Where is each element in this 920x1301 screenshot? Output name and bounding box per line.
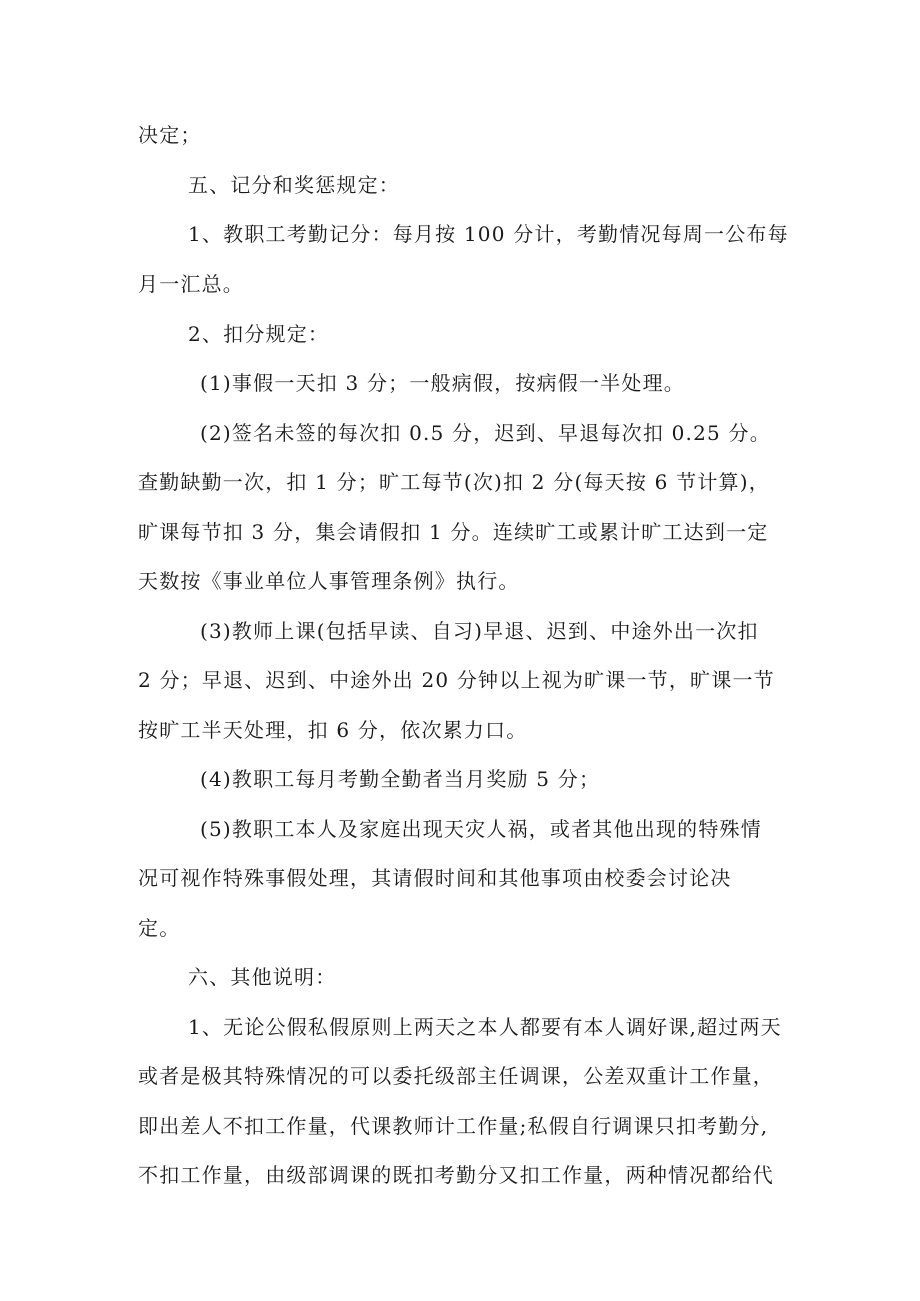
list-item: (5)教职工本人及家庭出现天灾人祸，或者其他出现的特殊情 [200, 817, 762, 841]
text-line: 1、无论公假私假原则上两天之本人都要有本人调好课,超过两天 [188, 1015, 782, 1039]
text-line: 旷课每节扣 3 分，集会请假扣 1 分。连续旷工或累计旷工达到一定 [138, 520, 769, 544]
text-line: 按旷工半天处理，扣 6 分，依次累力口。 [138, 718, 528, 742]
text-line: 定。 [138, 916, 181, 940]
section-heading: 六、其他说明： [188, 965, 337, 989]
list-item: (3)教师上课(包括早读、自习)早退、迟到、中途外出一次扣 [200, 619, 759, 643]
text-line: 查勤缺勤一次，扣 1 分；旷工每节(次)扣 2 分(每天按 6 节计算)， [138, 470, 770, 494]
subsection-heading: 2、扣分规定： [188, 322, 330, 346]
text-line: 2 分；早退、迟到、中途外出 20 分钟以上视为旷课一节，旷课一节 [138, 668, 775, 692]
text-line: 决定； [138, 123, 202, 147]
list-item: (1)事假一天扣 3 分；一般病假，按病假一半处理。 [200, 371, 685, 395]
list-item: (2)签名未签的每次扣 0.5 分，迟到、早退每次扣 0.25 分。 [200, 421, 771, 445]
text-line: 天数按《事业单位人事管理条例》执行。 [138, 569, 520, 593]
text-line: 1、教职工考勤记分：每月按 100 分计，考勤情况每周一公布每 [188, 222, 789, 246]
text-line: 月一汇总。 [138, 272, 244, 296]
text-line: 即出差人不扣工作量，代课教师计工作量;私假自行调课只扣考勤分, [138, 1114, 769, 1138]
text-line: 不扣工作量，由级部调课的既扣考勤分又扣工作量，两种情况都给代 [138, 1163, 774, 1187]
text-line: 况可视作特殊事假处理，其请假时间和其他事项由校委会讨论决 [138, 866, 732, 890]
text-line: 或者是极其特殊情况的可以委托级部主任调课，公差双重计工作量， [138, 1064, 774, 1088]
section-heading: 五、记分和奖惩规定： [188, 173, 400, 197]
list-item: (4)教职工每月考勤全勤者当月奖励 5 分； [200, 767, 601, 791]
